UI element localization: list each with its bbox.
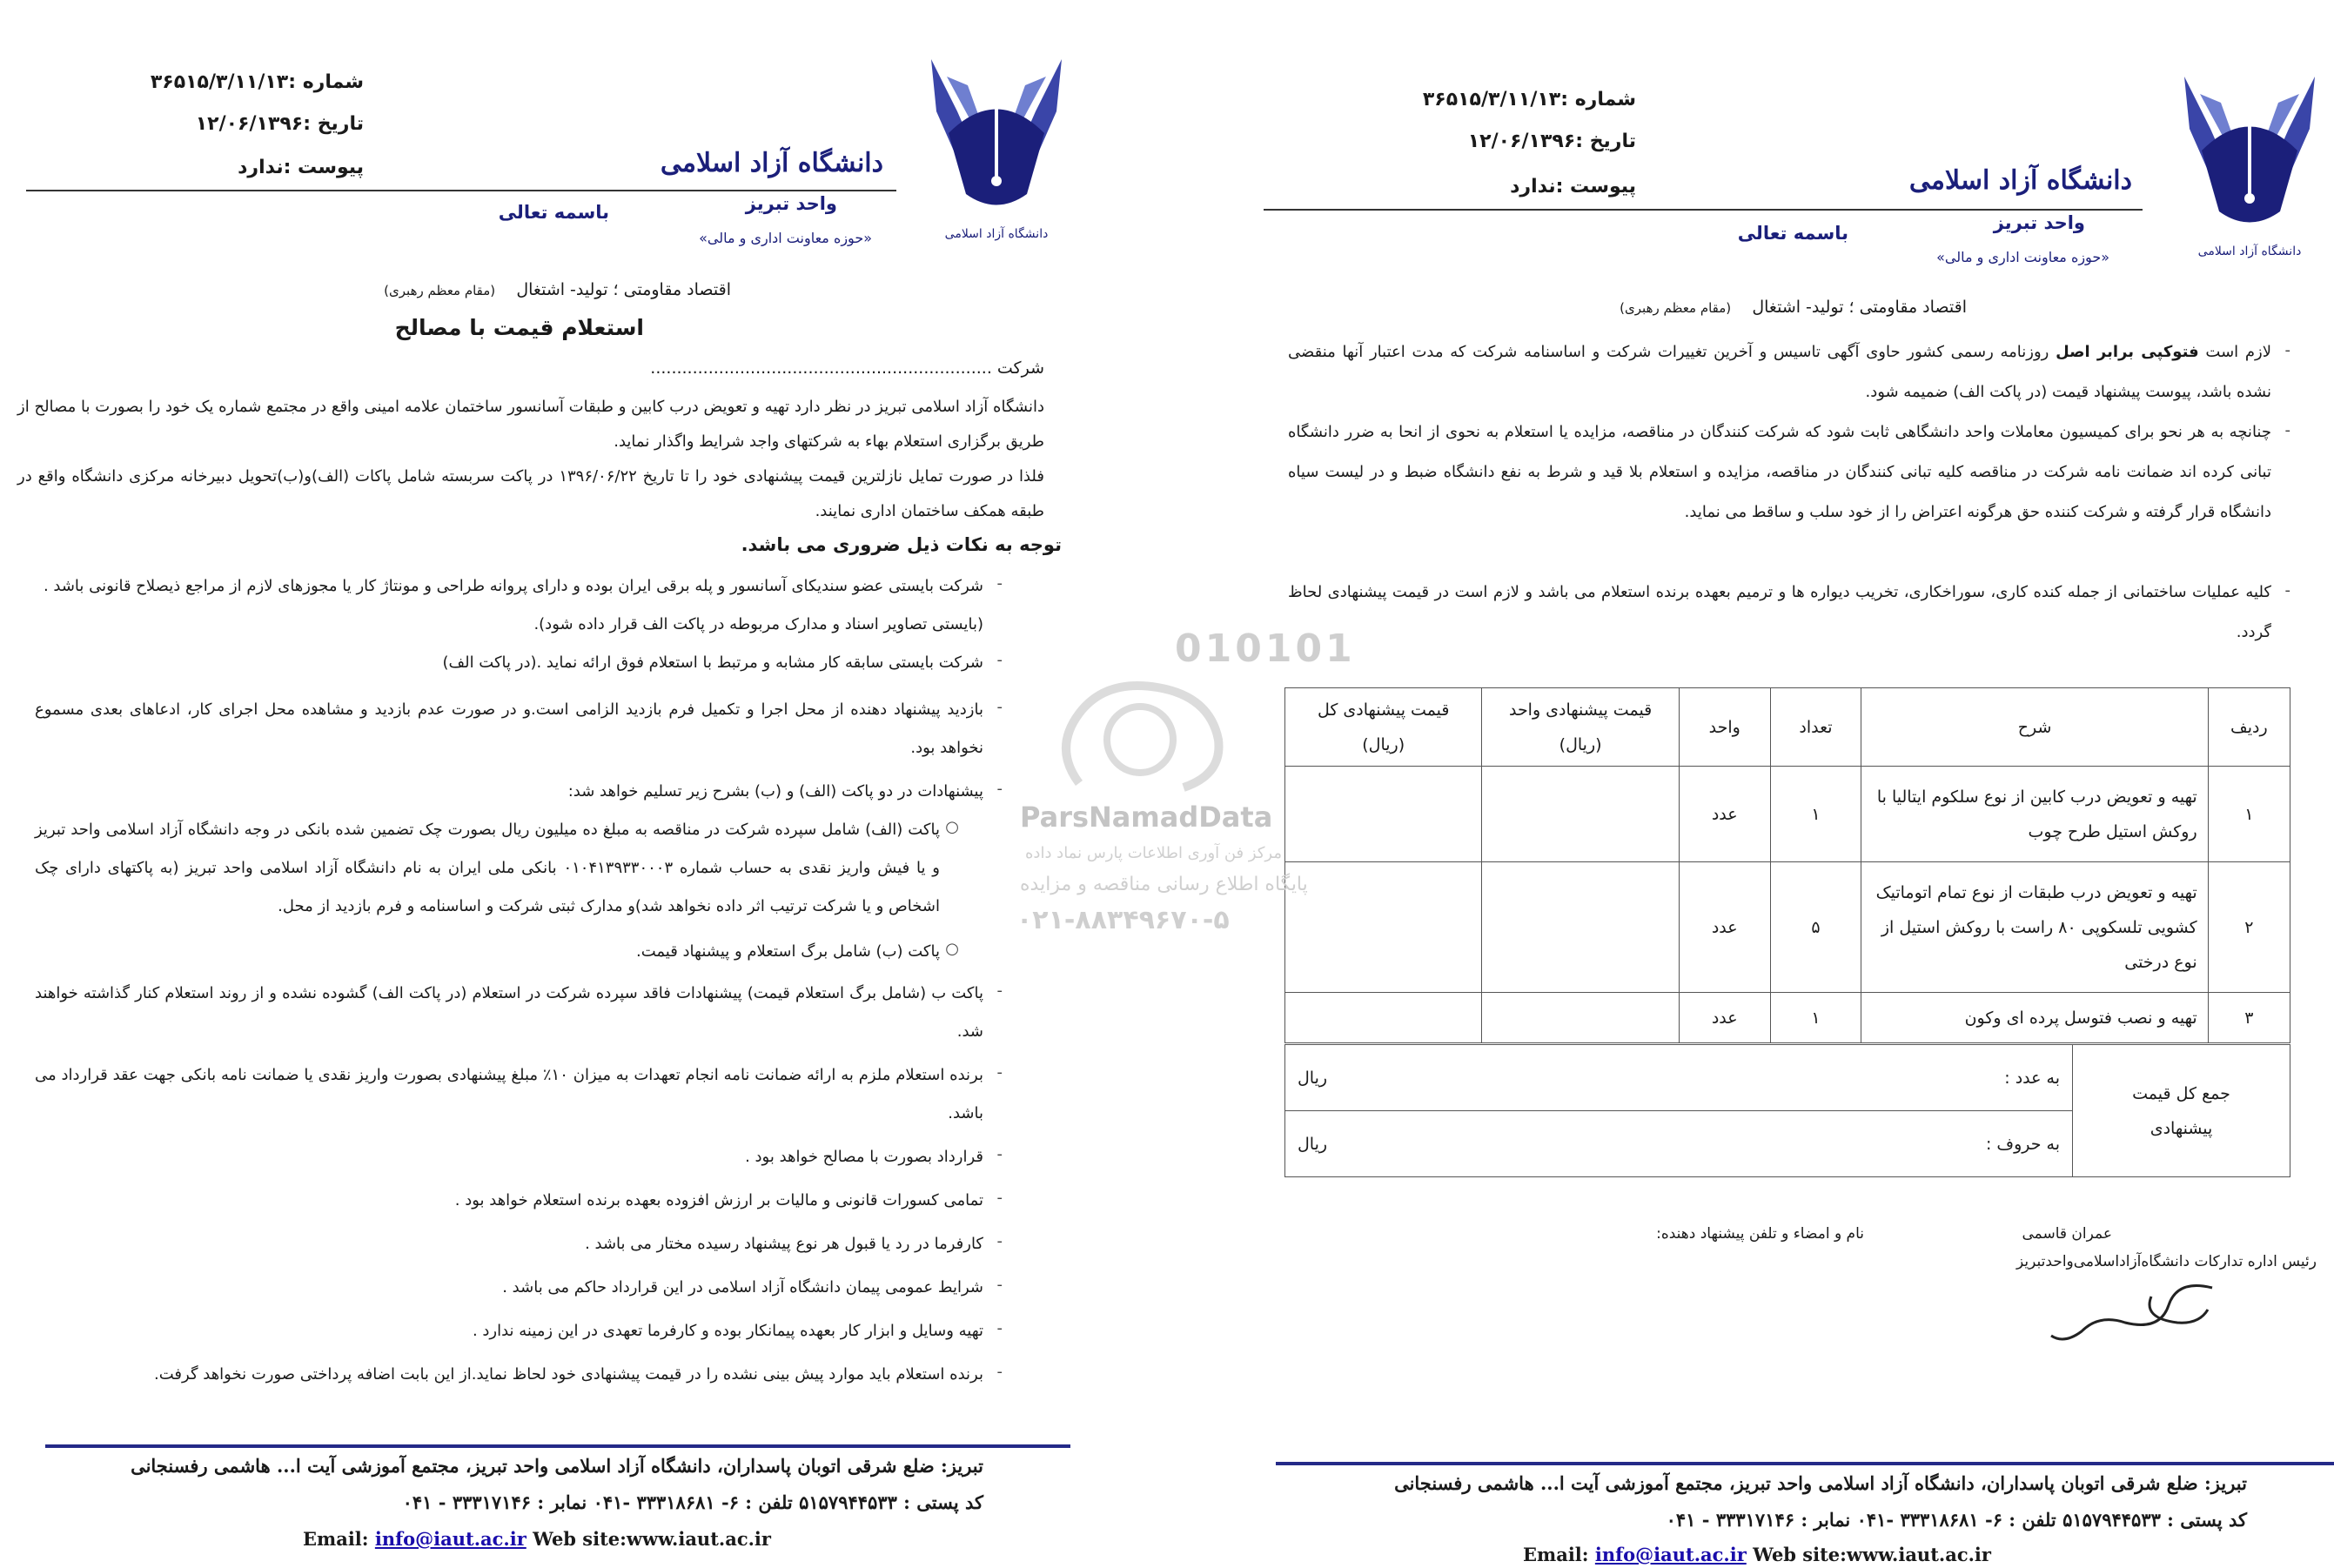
university-logo-icon <box>2176 68 2324 268</box>
signature-icon <box>2047 1270 2221 1349</box>
bullet-marker: - <box>2284 421 2290 439</box>
note-item: قرارداد بصورت با مصالح خواهد بود . <box>745 1148 983 1166</box>
note-item: شرایط عمومی پیمان دانشگاه آزاد اسلامی در این قرارداد حاکم می باشد . <box>502 1278 983 1297</box>
note-sub-item: پاکت (الف) شامل سپرده شرکت در مناقصه به مبلغ ده میلیون ریال بصورت چک تضمین شده بانکی در وجه دانشگاه آزاد اسلامی واحد تبریز و یا فیش واریز نقدی به حساب شماره ۰۱۰۴۱۳۹۳۳۰۰۰۳ بانکی ملی ایران به نام دانشگاه آزاد اسلامی واحد تبریز (به پاکتهای دارای چک اشخاص و یا شرکت ترتیب اثر داده نخواهد شد)و مدارک ثبتی شرکت و اساسنامه و فرم بازدید از محل. <box>35 821 941 915</box>
col-header-row-number: ردیف <box>2208 688 2290 767</box>
letter-date: تاریخ :۱۲/۰۶/۱۳۹۶ <box>1467 131 1636 152</box>
email-label: Email: <box>303 1528 369 1550</box>
requirement-item: کلیه عملیات ساختمانی از جمله کنده کاری، سوراخکاری، تخریب دیواره ها و ترمیم بعهده برنده استعلام می باشد و لازم است در قیمت پیشنهادی لحاظ گردد. <box>1288 583 2271 641</box>
letter-number: شماره :۳۶۵۱۵/۳/۱۱/۱۳ <box>1422 89 1636 111</box>
footer-web <box>1523 1544 1991 1565</box>
total-by-number[interactable]: به عدد : ریال <box>1285 1045 2073 1111</box>
company-line: شرکت ................................................................. <box>650 358 1044 378</box>
department-name: «حوزه معاونت اداری و مالی» <box>699 230 872 246</box>
unit-name: واحد تبریز <box>745 193 837 214</box>
notes-heading: توجه به نکات ذیل ضروری می باشد. <box>741 534 1062 555</box>
note-item: کارفرما در رد یا قبول هر نوع پیشنهاد رسیده مختار می باشد . <box>585 1235 983 1253</box>
col-header-description: شرح <box>1861 688 2208 767</box>
watermark-brand: ParsNamadData <box>1020 801 1273 834</box>
tender-page-left <box>0 0 1070 1568</box>
footer-rule <box>1276 1462 2334 1465</box>
note-item: پیشنهادات در دو پاکت (الف) و (ب) بشرح زیر تسلیم خواهد شد: <box>567 782 983 801</box>
cell-description: تهیه و تعویض درب طبقات از نوع تمام اتوماتیک کشویی تلسکوپی ۸۰ راست با روکش استیل از نوع درختی <box>1861 862 2208 993</box>
cell-unit: عدد <box>1679 993 1770 1043</box>
email-link[interactable]: info@iaut.ac.ir <box>374 1528 526 1550</box>
university-name: دانشگاه آزاد اسلامی <box>1908 165 2132 196</box>
note-item: پاکت ب (شامل برگ استعلام قیمت) پیشنهادات فاقد سپرده شرکت در استعلام (در پاکت الف) گشوده نشده و از روند استعلام کنار گذاشته خواهند شد. <box>35 984 983 1041</box>
bullet-marker: - <box>996 1189 1003 1207</box>
cell-total-price[interactable] <box>1285 862 1482 993</box>
watermark-line-2: پایگاه اطلاع رسانی مناقصه و مزایده <box>1020 874 1308 895</box>
email-link[interactable]: info@iaut.ac.ir <box>1594 1544 1747 1565</box>
bullet-marker: - <box>996 1232 1003 1250</box>
requirement-item: چنانچه به هر نحو برای کمیسیون معاملات واحد دانشگاهی ثابت شود که شرکت کنندگان در مناقصه، مزایده یا استعلام به نحوی از انحا به ضرر دانشگاه تبانی کرده اند ضمانت نامه شرکت در مناقصه کلیه تبانی کنندگان در مناقصه، مزایده و استعلام بلا قید و شرط به نفع دانشگاه ضبط و در لیست سیاه دانشگاه قرار گرفته و شرکت کننده حق هرگونه اعتراض را از خود سلب و ساقط می نماید. <box>1288 423 2271 521</box>
col-header-quantity: تعداد <box>1770 688 1861 767</box>
motto: اقتصاد مقاومتی ؛ تولید- اشتغال (مقام معظم رهبری) <box>1620 298 1967 317</box>
bullet-marker: - <box>996 1319 1003 1337</box>
note-item: تهیه وسایل و ابزار کار بعهده پیمانکار بوده و کارفرما تعهدی در این زمینه ندارد . <box>472 1322 983 1340</box>
col-header-unit: واحد <box>1679 688 1770 767</box>
note-item: شرکت بایستی عضو سندیکای آسانسور و پله برقی ایران بوده و دارای پروانه طراحی و مونتاژ کار یا مجوزهای لازم از مراجع ذیصلاح قانونی باشد . <box>43 577 983 595</box>
tender-page-right <box>1236 0 2334 1568</box>
bullet-marker: - <box>996 780 1003 798</box>
cell-row-number: ۳ <box>2208 993 2290 1043</box>
sub-bullet-marker: ○ <box>945 940 959 958</box>
cell-quantity: ۵ <box>1770 862 1861 993</box>
requirement-item: لازم است فتوکپی برابر اصل روزنامه رسمی کشور حاوی آگهی تاسیس و آخرین تغییرات شرکت و اساسنامه شرکت که مدت اعتبار آنها منقضی نشده باشد، پیوست پیشنهاد قیمت (در پاکت الف) ضمیمه شود. <box>1288 343 2271 401</box>
cell-description: تهیه و نصب فتوسل پرده ای وکون <box>1861 993 2208 1043</box>
note-item: برنده استعلام باید موارد پیش بینی نشده را در قیمت پیشنهادی خود لحاظ نماید.از این بابت اضافه پرداختی صورت نخواهد گرفت. <box>154 1365 983 1384</box>
cell-description: تهیه و تعویض درب کابین از نوع سلکوم ایتالیا با روکش استیل طرح چوب <box>1861 767 2208 862</box>
total-by-letters[interactable]: به حروف : ریال <box>1285 1111 2073 1177</box>
bullet-marker: - <box>996 982 1003 1000</box>
footer-address: تبریز: ضلع شرقی اتوبان پاسداران، دانشگاه آزاد اسلامی واحد تبریز، مجتمع آموزشی آیت ا... هاشمی رفسنجانی <box>1394 1472 2247 1494</box>
note-item: برنده استعلام ملزم به ارائه ضمانت نامه انجام تعهدات به میزان ۱۰٪ مبلغ پیشنهادی بصورت واریز نقدی یا ضمانت نامه بانکی جهت عقد قرارداد می باشد. <box>35 1066 983 1122</box>
university-logo-icon <box>922 50 1070 251</box>
logo-caption: دانشگاه آزاد اسلامی <box>2197 245 2302 258</box>
unit-name: واحد تبریز <box>1993 212 2085 233</box>
items-table <box>1284 687 2290 1043</box>
logo-caption: دانشگاه آزاد اسلامی <box>944 227 1049 241</box>
signer-name: عمران قاسمی <box>2022 1225 2112 1243</box>
bidder-sign-label: نام و امضاء و تلفن پیشنهاد دهنده: <box>1656 1225 1864 1243</box>
cell-unit-price[interactable] <box>1482 767 1679 862</box>
total-label: جمع کل قیمت پیشنهادی <box>2073 1045 2290 1177</box>
letter-attachment: پیوست :ندارد <box>238 157 364 178</box>
total-table <box>1284 1044 2290 1177</box>
table-row <box>1285 993 2290 1043</box>
watermark-digits: 010101 <box>1175 627 1356 671</box>
col-header-total-price: قیمت پیشنهادی کل (ریال) <box>1285 688 1482 767</box>
table-header-row <box>1285 688 2290 767</box>
department-name: «حوزه معاونت اداری و مالی» <box>1936 249 2109 265</box>
website[interactable]: Web site:www.iaut.ac.ir <box>533 1528 771 1550</box>
total-row-number <box>1285 1045 2290 1111</box>
footer-address: تبریز: ضلع شرقی اتوبان پاسداران، دانشگاه آزاد اسلامی واحد تبریز، مجتمع آموزشی آیت ا... هاشمی رفسنجانی <box>131 1455 983 1477</box>
bullet-marker: - <box>996 651 1003 669</box>
bismillah: باسمه تعالی <box>1737 223 1848 244</box>
footer-contact: کد پستی : ۵۱۵۷۹۴۴۵۳۳ تلفن : ۶- ۳۳۳۱۸۶۸۱ -۰۴۱ نمابر : ۳۳۳۱۷۱۴۶ - ۰۴۱ <box>402 1491 983 1513</box>
letter-number: شماره :۳۶۵۱۵/۳/۱۱/۱۳ <box>150 71 364 93</box>
cell-unit: عدد <box>1679 862 1770 993</box>
note-item: شرکت بایستی سابقه کار مشابه و مرتبط با استعلام فوق ارائه نماید .(در پاکت الف) <box>442 653 983 672</box>
footer-rule <box>45 1444 1070 1448</box>
cell-unit-price[interactable] <box>1482 862 1679 993</box>
watermark-line-1: مرکز فن آوری اطلاعات پارس نماد داده <box>1025 844 1282 862</box>
intro-paragraph-1: دانشگاه آزاد اسلامی تبریز در نظر دارد تهیه و تعویض درب کابین و طبقات آسانسور ساختمان علامه امینی واقع در مجتمع شماره یک خود را بصورت با مصالح از طریق برگزاری استعلام بهاء به شرکتهای واجد شرایط واگذار نماید. <box>17 398 1044 451</box>
header-rule <box>1264 209 2143 211</box>
cell-unit-price[interactable] <box>1482 993 1679 1043</box>
email-label: Email: <box>1523 1544 1589 1565</box>
watermark-phone: ۰۲۱-۸۸۳۴۹۶۷۰-۵ <box>1016 905 1230 935</box>
footer-contact: کد پستی : ۵۱۵۷۹۴۴۵۳۳ تلفن : ۶- ۳۳۳۱۸۶۸۱ -۰۴۱ نمابر : ۳۳۳۱۷۱۴۶ - ۰۴۱ <box>1666 1509 2247 1531</box>
bullet-marker: - <box>996 574 1003 593</box>
bullet-marker: - <box>996 1276 1003 1294</box>
table-row <box>1285 767 2290 862</box>
table-row <box>1285 862 2290 993</box>
cell-unit: عدد <box>1679 767 1770 862</box>
bismillah: باسمه تعالی <box>498 202 609 223</box>
footer-web <box>303 1528 771 1550</box>
cell-row-number: ۲ <box>2208 862 2290 993</box>
university-name: دانشگاه آزاد اسلامی <box>660 148 883 178</box>
note-item: بازدید پیشنهاد دهنده از محل اجرا و تکمیل فرم بازدید الزامی است.و در صورت عدم بازدید و مشاهده محل اجرای کار، ادعاهای بعدی مسموع نخواهد بود. <box>35 700 983 757</box>
note-item: تمامی کسورات قانونی و مالیات بر ارزش افزوده بعهده برنده استعلام خواهد بود . <box>454 1191 983 1210</box>
note-item: (بایستی تصاویر اسناد و مدارک مربوطه در پاکت الف قرار داده شود). <box>533 615 983 633</box>
bullet-marker: - <box>996 1363 1003 1381</box>
motto: اقتصاد مقاومتی ؛ تولید- اشتغال (مقام معظم رهبری) <box>384 280 731 299</box>
intro-paragraph-2: فلذا در صورت تمایل نازلترین قیمت پیشنهادی خود را تا تاریخ ۱۳۹۶/۰۶/۲۲ در پاکت سربسته شامل پاکات (الف)و(ب)تحویل دبیرخانه مرکزی دانشگاه واقع در طبقه همکف ساختمان اداری نمایند. <box>17 467 1044 520</box>
cell-quantity: ۱ <box>1770 767 1861 862</box>
cell-quantity: ۱ <box>1770 993 1861 1043</box>
cell-row-number: ۱ <box>2208 767 2290 862</box>
letter-date: تاریخ :۱۲/۰۶/۱۳۹۶ <box>195 113 364 135</box>
bullet-marker: - <box>996 1063 1003 1082</box>
cell-total-price[interactable] <box>1285 767 1482 862</box>
letter-attachment: پیوست :ندارد <box>1510 176 1636 198</box>
cell-total-price[interactable] <box>1285 993 1482 1043</box>
website[interactable]: Web site:www.iaut.ac.ir <box>1753 1544 1991 1565</box>
bullet-marker: - <box>2284 581 2290 600</box>
sub-bullet-marker: ○ <box>945 818 959 836</box>
signer-title: رئیس اداره تدارکات دانشگاه‌آزاداسلامی‌واحدتبریز <box>2016 1253 2317 1270</box>
bullet-marker: - <box>996 698 1003 716</box>
bullet-marker: - <box>2284 341 2290 359</box>
bullet-marker: - <box>996 1145 1003 1163</box>
document-title: استعلام قیمت با مصالح <box>394 315 644 340</box>
header-rule <box>26 190 896 191</box>
watermark-logo-icon <box>1027 644 1253 818</box>
col-header-unit-price: قیمت پیشنهادی واحد (ریال) <box>1482 688 1679 767</box>
note-sub-item: پاکت (ب) شامل برگ استعلام و پیشنهاد قیمت. <box>635 942 940 961</box>
